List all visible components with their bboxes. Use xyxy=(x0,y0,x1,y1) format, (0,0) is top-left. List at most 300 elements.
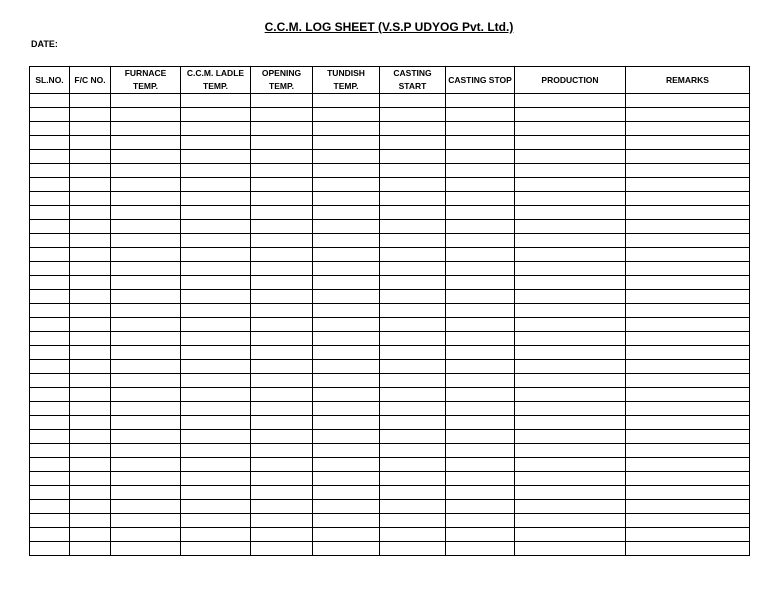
cell-sl-no[interactable] xyxy=(30,444,70,458)
cell-casting-start[interactable] xyxy=(380,192,446,206)
cell-opening-temp[interactable] xyxy=(251,374,313,388)
cell-fc-no[interactable] xyxy=(70,458,111,472)
cell-casting-stop[interactable] xyxy=(446,108,515,122)
cell-opening-temp[interactable] xyxy=(251,164,313,178)
cell-furnace-temp[interactable] xyxy=(111,416,181,430)
cell-sl-no[interactable] xyxy=(30,192,70,206)
cell-remarks[interactable] xyxy=(626,262,750,276)
cell-furnace-temp[interactable] xyxy=(111,528,181,542)
cell-remarks[interactable] xyxy=(626,486,750,500)
cell-ccm-ladle-temp[interactable] xyxy=(181,276,251,290)
cell-tundish-temp[interactable] xyxy=(313,248,380,262)
cell-remarks[interactable] xyxy=(626,192,750,206)
cell-remarks[interactable] xyxy=(626,234,750,248)
cell-furnace-temp[interactable] xyxy=(111,136,181,150)
cell-sl-no[interactable] xyxy=(30,430,70,444)
cell-ccm-ladle-temp[interactable] xyxy=(181,94,251,108)
cell-tundish-temp[interactable] xyxy=(313,402,380,416)
cell-opening-temp[interactable] xyxy=(251,444,313,458)
cell-fc-no[interactable] xyxy=(70,528,111,542)
cell-furnace-temp[interactable] xyxy=(111,192,181,206)
cell-ccm-ladle-temp[interactable] xyxy=(181,346,251,360)
cell-casting-start[interactable] xyxy=(380,332,446,346)
cell-furnace-temp[interactable] xyxy=(111,500,181,514)
cell-remarks[interactable] xyxy=(626,416,750,430)
cell-fc-no[interactable] xyxy=(70,276,111,290)
cell-ccm-ladle-temp[interactable] xyxy=(181,374,251,388)
cell-fc-no[interactable] xyxy=(70,122,111,136)
cell-casting-stop[interactable] xyxy=(446,94,515,108)
cell-casting-stop[interactable] xyxy=(446,346,515,360)
cell-furnace-temp[interactable] xyxy=(111,206,181,220)
cell-casting-start[interactable] xyxy=(380,528,446,542)
cell-casting-start[interactable] xyxy=(380,542,446,556)
cell-production[interactable] xyxy=(515,374,626,388)
cell-sl-no[interactable] xyxy=(30,332,70,346)
cell-furnace-temp[interactable] xyxy=(111,444,181,458)
cell-casting-start[interactable] xyxy=(380,346,446,360)
cell-tundish-temp[interactable] xyxy=(313,234,380,248)
cell-remarks[interactable] xyxy=(626,248,750,262)
cell-ccm-ladle-temp[interactable] xyxy=(181,304,251,318)
cell-fc-no[interactable] xyxy=(70,164,111,178)
cell-casting-stop[interactable] xyxy=(446,416,515,430)
cell-opening-temp[interactable] xyxy=(251,458,313,472)
cell-fc-no[interactable] xyxy=(70,360,111,374)
cell-opening-temp[interactable] xyxy=(251,150,313,164)
cell-sl-no[interactable] xyxy=(30,136,70,150)
cell-sl-no[interactable] xyxy=(30,388,70,402)
cell-furnace-temp[interactable] xyxy=(111,458,181,472)
cell-tundish-temp[interactable] xyxy=(313,304,380,318)
cell-remarks[interactable] xyxy=(626,388,750,402)
cell-tundish-temp[interactable] xyxy=(313,122,380,136)
cell-fc-no[interactable] xyxy=(70,136,111,150)
cell-remarks[interactable] xyxy=(626,94,750,108)
cell-opening-temp[interactable] xyxy=(251,262,313,276)
cell-remarks[interactable] xyxy=(626,290,750,304)
cell-casting-stop[interactable] xyxy=(446,402,515,416)
cell-sl-no[interactable] xyxy=(30,346,70,360)
cell-ccm-ladle-temp[interactable] xyxy=(181,360,251,374)
cell-remarks[interactable] xyxy=(626,444,750,458)
cell-opening-temp[interactable] xyxy=(251,500,313,514)
cell-opening-temp[interactable] xyxy=(251,318,313,332)
cell-furnace-temp[interactable] xyxy=(111,290,181,304)
cell-furnace-temp[interactable] xyxy=(111,472,181,486)
cell-remarks[interactable] xyxy=(626,360,750,374)
cell-casting-stop[interactable] xyxy=(446,388,515,402)
cell-remarks[interactable] xyxy=(626,150,750,164)
cell-casting-start[interactable] xyxy=(380,108,446,122)
cell-sl-no[interactable] xyxy=(30,178,70,192)
cell-casting-stop[interactable] xyxy=(446,290,515,304)
cell-ccm-ladle-temp[interactable] xyxy=(181,122,251,136)
cell-sl-no[interactable] xyxy=(30,402,70,416)
cell-sl-no[interactable] xyxy=(30,262,70,276)
cell-opening-temp[interactable] xyxy=(251,402,313,416)
cell-fc-no[interactable] xyxy=(70,416,111,430)
cell-casting-start[interactable] xyxy=(380,374,446,388)
cell-casting-start[interactable] xyxy=(380,304,446,318)
cell-production[interactable] xyxy=(515,276,626,290)
cell-casting-start[interactable] xyxy=(380,234,446,248)
cell-furnace-temp[interactable] xyxy=(111,108,181,122)
cell-sl-no[interactable] xyxy=(30,514,70,528)
cell-casting-stop[interactable] xyxy=(446,206,515,220)
cell-opening-temp[interactable] xyxy=(251,94,313,108)
cell-fc-no[interactable] xyxy=(70,178,111,192)
cell-remarks[interactable] xyxy=(626,122,750,136)
cell-casting-stop[interactable] xyxy=(446,374,515,388)
cell-casting-stop[interactable] xyxy=(446,136,515,150)
cell-remarks[interactable] xyxy=(626,332,750,346)
cell-opening-temp[interactable] xyxy=(251,528,313,542)
cell-production[interactable] xyxy=(515,206,626,220)
cell-production[interactable] xyxy=(515,388,626,402)
cell-sl-no[interactable] xyxy=(30,290,70,304)
cell-tundish-temp[interactable] xyxy=(313,528,380,542)
cell-casting-stop[interactable] xyxy=(446,220,515,234)
cell-production[interactable] xyxy=(515,122,626,136)
cell-sl-no[interactable] xyxy=(30,164,70,178)
cell-remarks[interactable] xyxy=(626,374,750,388)
cell-casting-start[interactable] xyxy=(380,514,446,528)
cell-ccm-ladle-temp[interactable] xyxy=(181,514,251,528)
cell-casting-start[interactable] xyxy=(380,248,446,262)
cell-furnace-temp[interactable] xyxy=(111,332,181,346)
cell-ccm-ladle-temp[interactable] xyxy=(181,332,251,346)
cell-remarks[interactable] xyxy=(626,430,750,444)
cell-opening-temp[interactable] xyxy=(251,234,313,248)
cell-tundish-temp[interactable] xyxy=(313,262,380,276)
cell-casting-start[interactable] xyxy=(380,472,446,486)
cell-casting-start[interactable] xyxy=(380,458,446,472)
cell-tundish-temp[interactable] xyxy=(313,542,380,556)
cell-remarks[interactable] xyxy=(626,276,750,290)
cell-casting-stop[interactable] xyxy=(446,164,515,178)
cell-fc-no[interactable] xyxy=(70,206,111,220)
cell-ccm-ladle-temp[interactable] xyxy=(181,402,251,416)
cell-ccm-ladle-temp[interactable] xyxy=(181,472,251,486)
cell-ccm-ladle-temp[interactable] xyxy=(181,262,251,276)
cell-opening-temp[interactable] xyxy=(251,542,313,556)
cell-production[interactable] xyxy=(515,192,626,206)
cell-casting-start[interactable] xyxy=(380,178,446,192)
cell-sl-no[interactable] xyxy=(30,318,70,332)
cell-sl-no[interactable] xyxy=(30,234,70,248)
cell-tundish-temp[interactable] xyxy=(313,192,380,206)
cell-opening-temp[interactable] xyxy=(251,514,313,528)
cell-furnace-temp[interactable] xyxy=(111,360,181,374)
cell-furnace-temp[interactable] xyxy=(111,220,181,234)
cell-opening-temp[interactable] xyxy=(251,388,313,402)
cell-sl-no[interactable] xyxy=(30,500,70,514)
cell-remarks[interactable] xyxy=(626,304,750,318)
cell-ccm-ladle-temp[interactable] xyxy=(181,486,251,500)
cell-sl-no[interactable] xyxy=(30,108,70,122)
cell-fc-no[interactable] xyxy=(70,220,111,234)
cell-tundish-temp[interactable] xyxy=(313,178,380,192)
cell-casting-start[interactable] xyxy=(380,486,446,500)
cell-sl-no[interactable] xyxy=(30,122,70,136)
cell-remarks[interactable] xyxy=(626,108,750,122)
cell-sl-no[interactable] xyxy=(30,458,70,472)
cell-production[interactable] xyxy=(515,514,626,528)
cell-fc-no[interactable] xyxy=(70,486,111,500)
cell-tundish-temp[interactable] xyxy=(313,388,380,402)
cell-ccm-ladle-temp[interactable] xyxy=(181,444,251,458)
cell-opening-temp[interactable] xyxy=(251,360,313,374)
cell-sl-no[interactable] xyxy=(30,94,70,108)
cell-fc-no[interactable] xyxy=(70,542,111,556)
cell-remarks[interactable] xyxy=(626,402,750,416)
cell-ccm-ladle-temp[interactable] xyxy=(181,388,251,402)
cell-casting-start[interactable] xyxy=(380,318,446,332)
cell-furnace-temp[interactable] xyxy=(111,178,181,192)
cell-furnace-temp[interactable] xyxy=(111,304,181,318)
cell-casting-start[interactable] xyxy=(380,220,446,234)
cell-opening-temp[interactable] xyxy=(251,248,313,262)
cell-furnace-temp[interactable] xyxy=(111,318,181,332)
cell-furnace-temp[interactable] xyxy=(111,542,181,556)
cell-production[interactable] xyxy=(515,164,626,178)
cell-casting-start[interactable] xyxy=(380,388,446,402)
cell-casting-stop[interactable] xyxy=(446,178,515,192)
cell-tundish-temp[interactable] xyxy=(313,108,380,122)
cell-opening-temp[interactable] xyxy=(251,486,313,500)
cell-casting-start[interactable] xyxy=(380,262,446,276)
cell-ccm-ladle-temp[interactable] xyxy=(181,528,251,542)
cell-remarks[interactable] xyxy=(626,136,750,150)
cell-casting-start[interactable] xyxy=(380,430,446,444)
cell-ccm-ladle-temp[interactable] xyxy=(181,416,251,430)
cell-remarks[interactable] xyxy=(626,528,750,542)
cell-ccm-ladle-temp[interactable] xyxy=(181,318,251,332)
cell-casting-start[interactable] xyxy=(380,122,446,136)
cell-fc-no[interactable] xyxy=(70,444,111,458)
cell-production[interactable] xyxy=(515,108,626,122)
cell-casting-stop[interactable] xyxy=(446,444,515,458)
cell-ccm-ladle-temp[interactable] xyxy=(181,108,251,122)
cell-furnace-temp[interactable] xyxy=(111,486,181,500)
cell-production[interactable] xyxy=(515,500,626,514)
cell-casting-stop[interactable] xyxy=(446,514,515,528)
cell-production[interactable] xyxy=(515,402,626,416)
cell-casting-stop[interactable] xyxy=(446,276,515,290)
cell-production[interactable] xyxy=(515,528,626,542)
cell-production[interactable] xyxy=(515,262,626,276)
cell-fc-no[interactable] xyxy=(70,150,111,164)
cell-fc-no[interactable] xyxy=(70,108,111,122)
cell-casting-stop[interactable] xyxy=(446,472,515,486)
cell-sl-no[interactable] xyxy=(30,304,70,318)
cell-casting-stop[interactable] xyxy=(446,262,515,276)
cell-furnace-temp[interactable] xyxy=(111,164,181,178)
cell-casting-stop[interactable] xyxy=(446,486,515,500)
cell-casting-stop[interactable] xyxy=(446,332,515,346)
cell-fc-no[interactable] xyxy=(70,248,111,262)
cell-furnace-temp[interactable] xyxy=(111,402,181,416)
cell-remarks[interactable] xyxy=(626,346,750,360)
cell-opening-temp[interactable] xyxy=(251,178,313,192)
cell-production[interactable] xyxy=(515,94,626,108)
cell-remarks[interactable] xyxy=(626,164,750,178)
cell-remarks[interactable] xyxy=(626,458,750,472)
cell-furnace-temp[interactable] xyxy=(111,248,181,262)
cell-production[interactable] xyxy=(515,346,626,360)
cell-ccm-ladle-temp[interactable] xyxy=(181,136,251,150)
cell-sl-no[interactable] xyxy=(30,150,70,164)
cell-fc-no[interactable] xyxy=(70,500,111,514)
cell-casting-stop[interactable] xyxy=(446,248,515,262)
cell-opening-temp[interactable] xyxy=(251,430,313,444)
cell-casting-start[interactable] xyxy=(380,150,446,164)
cell-remarks[interactable] xyxy=(626,318,750,332)
cell-tundish-temp[interactable] xyxy=(313,444,380,458)
cell-casting-start[interactable] xyxy=(380,290,446,304)
cell-sl-no[interactable] xyxy=(30,416,70,430)
cell-furnace-temp[interactable] xyxy=(111,388,181,402)
cell-fc-no[interactable] xyxy=(70,234,111,248)
cell-sl-no[interactable] xyxy=(30,248,70,262)
cell-ccm-ladle-temp[interactable] xyxy=(181,290,251,304)
cell-production[interactable] xyxy=(515,444,626,458)
cell-tundish-temp[interactable] xyxy=(313,346,380,360)
cell-fc-no[interactable] xyxy=(70,262,111,276)
cell-production[interactable] xyxy=(515,472,626,486)
cell-casting-stop[interactable] xyxy=(446,150,515,164)
cell-opening-temp[interactable] xyxy=(251,206,313,220)
cell-production[interactable] xyxy=(515,542,626,556)
cell-ccm-ladle-temp[interactable] xyxy=(181,164,251,178)
cell-ccm-ladle-temp[interactable] xyxy=(181,430,251,444)
cell-casting-stop[interactable] xyxy=(446,528,515,542)
cell-fc-no[interactable] xyxy=(70,304,111,318)
cell-sl-no[interactable] xyxy=(30,220,70,234)
cell-furnace-temp[interactable] xyxy=(111,234,181,248)
cell-furnace-temp[interactable] xyxy=(111,122,181,136)
cell-remarks[interactable] xyxy=(626,178,750,192)
cell-tundish-temp[interactable] xyxy=(313,514,380,528)
cell-opening-temp[interactable] xyxy=(251,304,313,318)
cell-fc-no[interactable] xyxy=(70,94,111,108)
cell-fc-no[interactable] xyxy=(70,192,111,206)
cell-tundish-temp[interactable] xyxy=(313,290,380,304)
cell-production[interactable] xyxy=(515,458,626,472)
cell-opening-temp[interactable] xyxy=(251,332,313,346)
cell-sl-no[interactable] xyxy=(30,486,70,500)
cell-casting-start[interactable] xyxy=(380,94,446,108)
cell-production[interactable] xyxy=(515,486,626,500)
cell-furnace-temp[interactable] xyxy=(111,346,181,360)
cell-furnace-temp[interactable] xyxy=(111,374,181,388)
cell-tundish-temp[interactable] xyxy=(313,486,380,500)
cell-fc-no[interactable] xyxy=(70,346,111,360)
cell-fc-no[interactable] xyxy=(70,472,111,486)
cell-furnace-temp[interactable] xyxy=(111,276,181,290)
cell-furnace-temp[interactable] xyxy=(111,150,181,164)
cell-tundish-temp[interactable] xyxy=(313,94,380,108)
cell-sl-no[interactable] xyxy=(30,360,70,374)
cell-opening-temp[interactable] xyxy=(251,136,313,150)
cell-tundish-temp[interactable] xyxy=(313,458,380,472)
cell-remarks[interactable] xyxy=(626,542,750,556)
cell-remarks[interactable] xyxy=(626,220,750,234)
cell-ccm-ladle-temp[interactable] xyxy=(181,220,251,234)
cell-furnace-temp[interactable] xyxy=(111,430,181,444)
cell-tundish-temp[interactable] xyxy=(313,318,380,332)
cell-sl-no[interactable] xyxy=(30,276,70,290)
cell-production[interactable] xyxy=(515,136,626,150)
cell-fc-no[interactable] xyxy=(70,374,111,388)
cell-casting-start[interactable] xyxy=(380,360,446,374)
cell-sl-no[interactable] xyxy=(30,528,70,542)
cell-ccm-ladle-temp[interactable] xyxy=(181,150,251,164)
cell-tundish-temp[interactable] xyxy=(313,276,380,290)
cell-production[interactable] xyxy=(515,234,626,248)
cell-ccm-ladle-temp[interactable] xyxy=(181,458,251,472)
cell-fc-no[interactable] xyxy=(70,332,111,346)
cell-opening-temp[interactable] xyxy=(251,192,313,206)
cell-tundish-temp[interactable] xyxy=(313,374,380,388)
cell-tundish-temp[interactable] xyxy=(313,150,380,164)
cell-sl-no[interactable] xyxy=(30,374,70,388)
cell-production[interactable] xyxy=(515,332,626,346)
cell-casting-stop[interactable] xyxy=(446,192,515,206)
cell-casting-stop[interactable] xyxy=(446,458,515,472)
cell-ccm-ladle-temp[interactable] xyxy=(181,206,251,220)
cell-tundish-temp[interactable] xyxy=(313,136,380,150)
cell-tundish-temp[interactable] xyxy=(313,206,380,220)
cell-opening-temp[interactable] xyxy=(251,108,313,122)
cell-tundish-temp[interactable] xyxy=(313,164,380,178)
cell-casting-stop[interactable] xyxy=(446,500,515,514)
cell-tundish-temp[interactable] xyxy=(313,416,380,430)
cell-production[interactable] xyxy=(515,304,626,318)
cell-tundish-temp[interactable] xyxy=(313,472,380,486)
cell-furnace-temp[interactable] xyxy=(111,94,181,108)
cell-fc-no[interactable] xyxy=(70,388,111,402)
cell-sl-no[interactable] xyxy=(30,206,70,220)
cell-opening-temp[interactable] xyxy=(251,122,313,136)
cell-furnace-temp[interactable] xyxy=(111,262,181,276)
cell-casting-stop[interactable] xyxy=(446,542,515,556)
cell-remarks[interactable] xyxy=(626,472,750,486)
cell-ccm-ladle-temp[interactable] xyxy=(181,248,251,262)
cell-ccm-ladle-temp[interactable] xyxy=(181,192,251,206)
cell-fc-no[interactable] xyxy=(70,318,111,332)
cell-casting-stop[interactable] xyxy=(446,318,515,332)
cell-opening-temp[interactable] xyxy=(251,346,313,360)
cell-opening-temp[interactable] xyxy=(251,416,313,430)
cell-casting-stop[interactable] xyxy=(446,122,515,136)
cell-sl-no[interactable] xyxy=(30,472,70,486)
cell-fc-no[interactable] xyxy=(70,430,111,444)
cell-fc-no[interactable] xyxy=(70,402,111,416)
cell-remarks[interactable] xyxy=(626,500,750,514)
cell-fc-no[interactable] xyxy=(70,514,111,528)
cell-production[interactable] xyxy=(515,416,626,430)
cell-tundish-temp[interactable] xyxy=(313,220,380,234)
cell-ccm-ladle-temp[interactable] xyxy=(181,178,251,192)
cell-casting-stop[interactable] xyxy=(446,430,515,444)
cell-ccm-ladle-temp[interactable] xyxy=(181,542,251,556)
cell-production[interactable] xyxy=(515,360,626,374)
cell-casting-stop[interactable] xyxy=(446,304,515,318)
cell-ccm-ladle-temp[interactable] xyxy=(181,500,251,514)
cell-casting-stop[interactable] xyxy=(446,360,515,374)
